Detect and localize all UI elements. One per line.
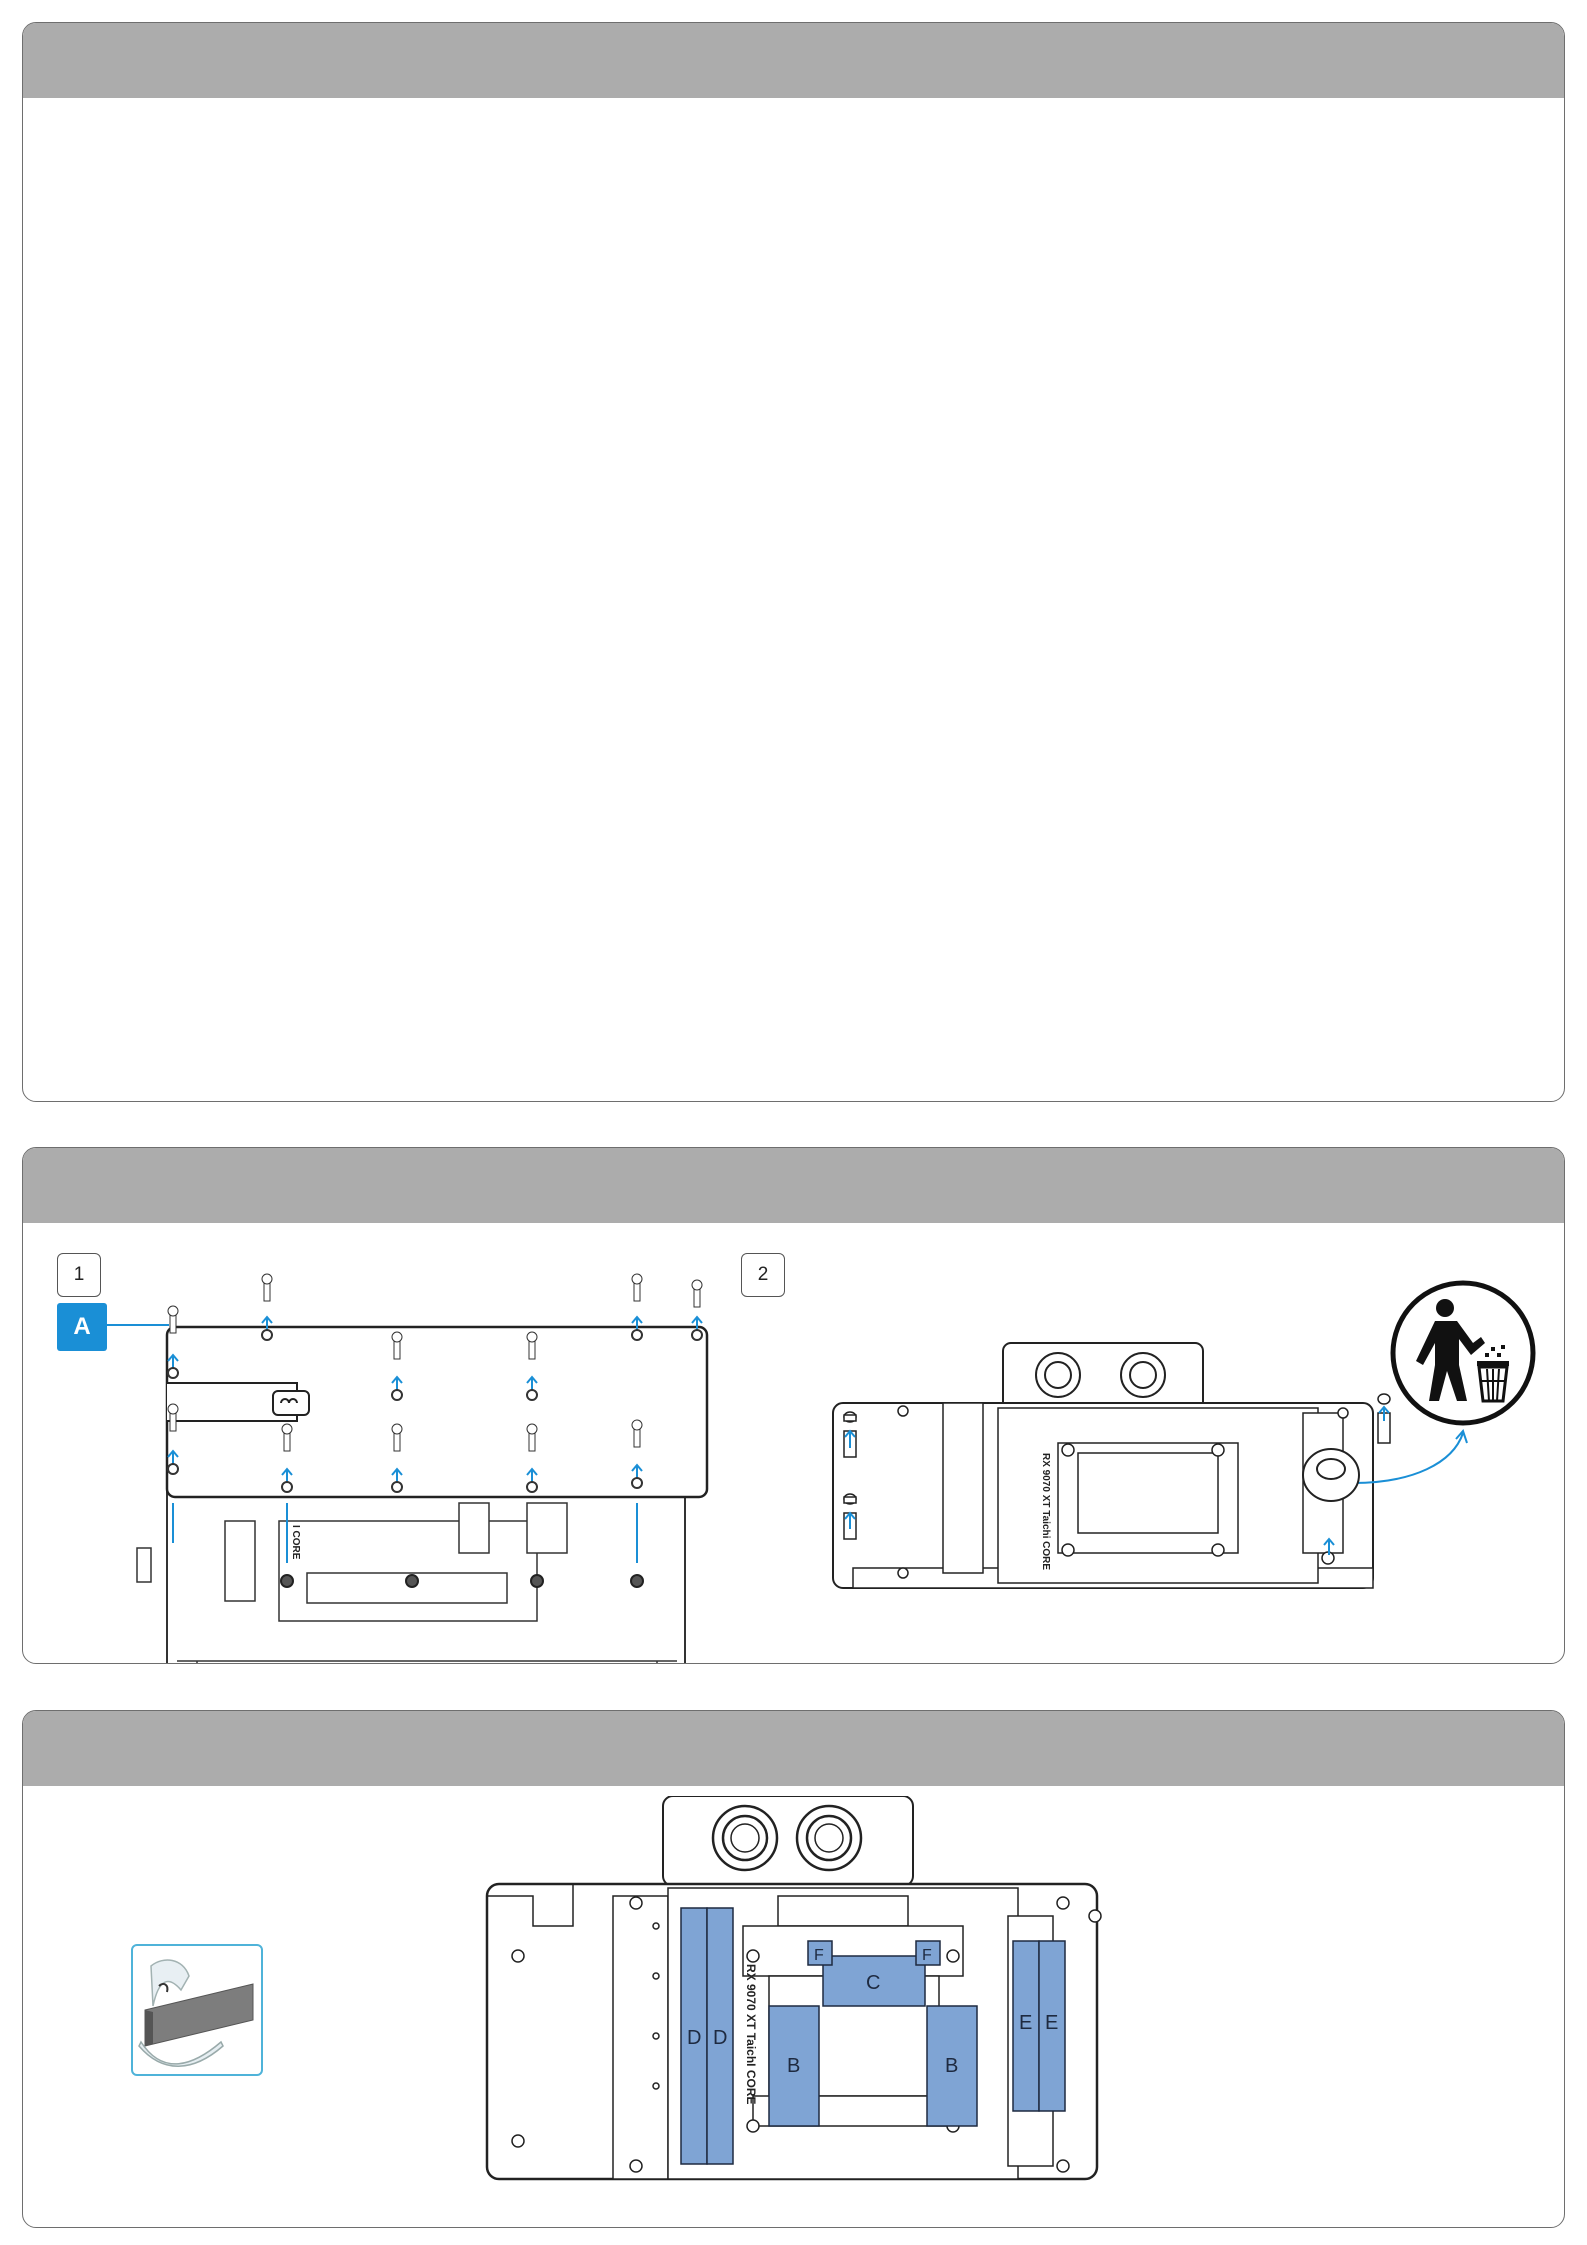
pad-label-b-left: B — [787, 2055, 801, 2077]
step-1-plate-text: I CORE — [290, 1525, 301, 1560]
panel-2 — [22, 1147, 1565, 1664]
step-2-plate-text: RX 9070 XT Taichi CORE — [1040, 1453, 1051, 1571]
pad-label-b-right: B — [945, 2055, 959, 2077]
pad-label-e-right: E — [1045, 2012, 1059, 2034]
panel-1 — [22, 22, 1565, 1102]
peel-film-thumbnail — [131, 1944, 263, 2076]
callout-a-badge: A — [57, 1303, 107, 1351]
pad-label-e-left: E — [1019, 2012, 1033, 2034]
step-1-illustration — [107, 1263, 747, 1663]
panel-3 — [22, 1710, 1565, 2228]
pad-label-d-left: D — [687, 2027, 702, 2049]
pad-label-c: C — [866, 1972, 881, 1994]
dispose-in-bin-icon — [1383, 1273, 1543, 1433]
step-3-plate-text: RX 9070 XT TaichI CORE — [744, 1964, 758, 2105]
pad-label-f-right: F — [922, 1947, 932, 1964]
panel-3-header — [23, 1711, 1564, 1786]
panel-2-header — [23, 1148, 1564, 1223]
pad-label-d-right: D — [713, 2027, 728, 2049]
step-2-number: 2 — [741, 1253, 785, 1297]
peel-protective-film-icon — [133, 1946, 261, 2074]
block-pad-layout — [463, 1796, 1123, 2216]
panel-3-body — [23, 1786, 1564, 2227]
pad-label-f-left: F — [814, 1947, 824, 1964]
panel-1-header — [23, 23, 1564, 98]
panel-1-body — [23, 98, 1564, 1101]
panel-2-body — [23, 1223, 1564, 1663]
step-1-number: 1 — [57, 1253, 101, 1297]
